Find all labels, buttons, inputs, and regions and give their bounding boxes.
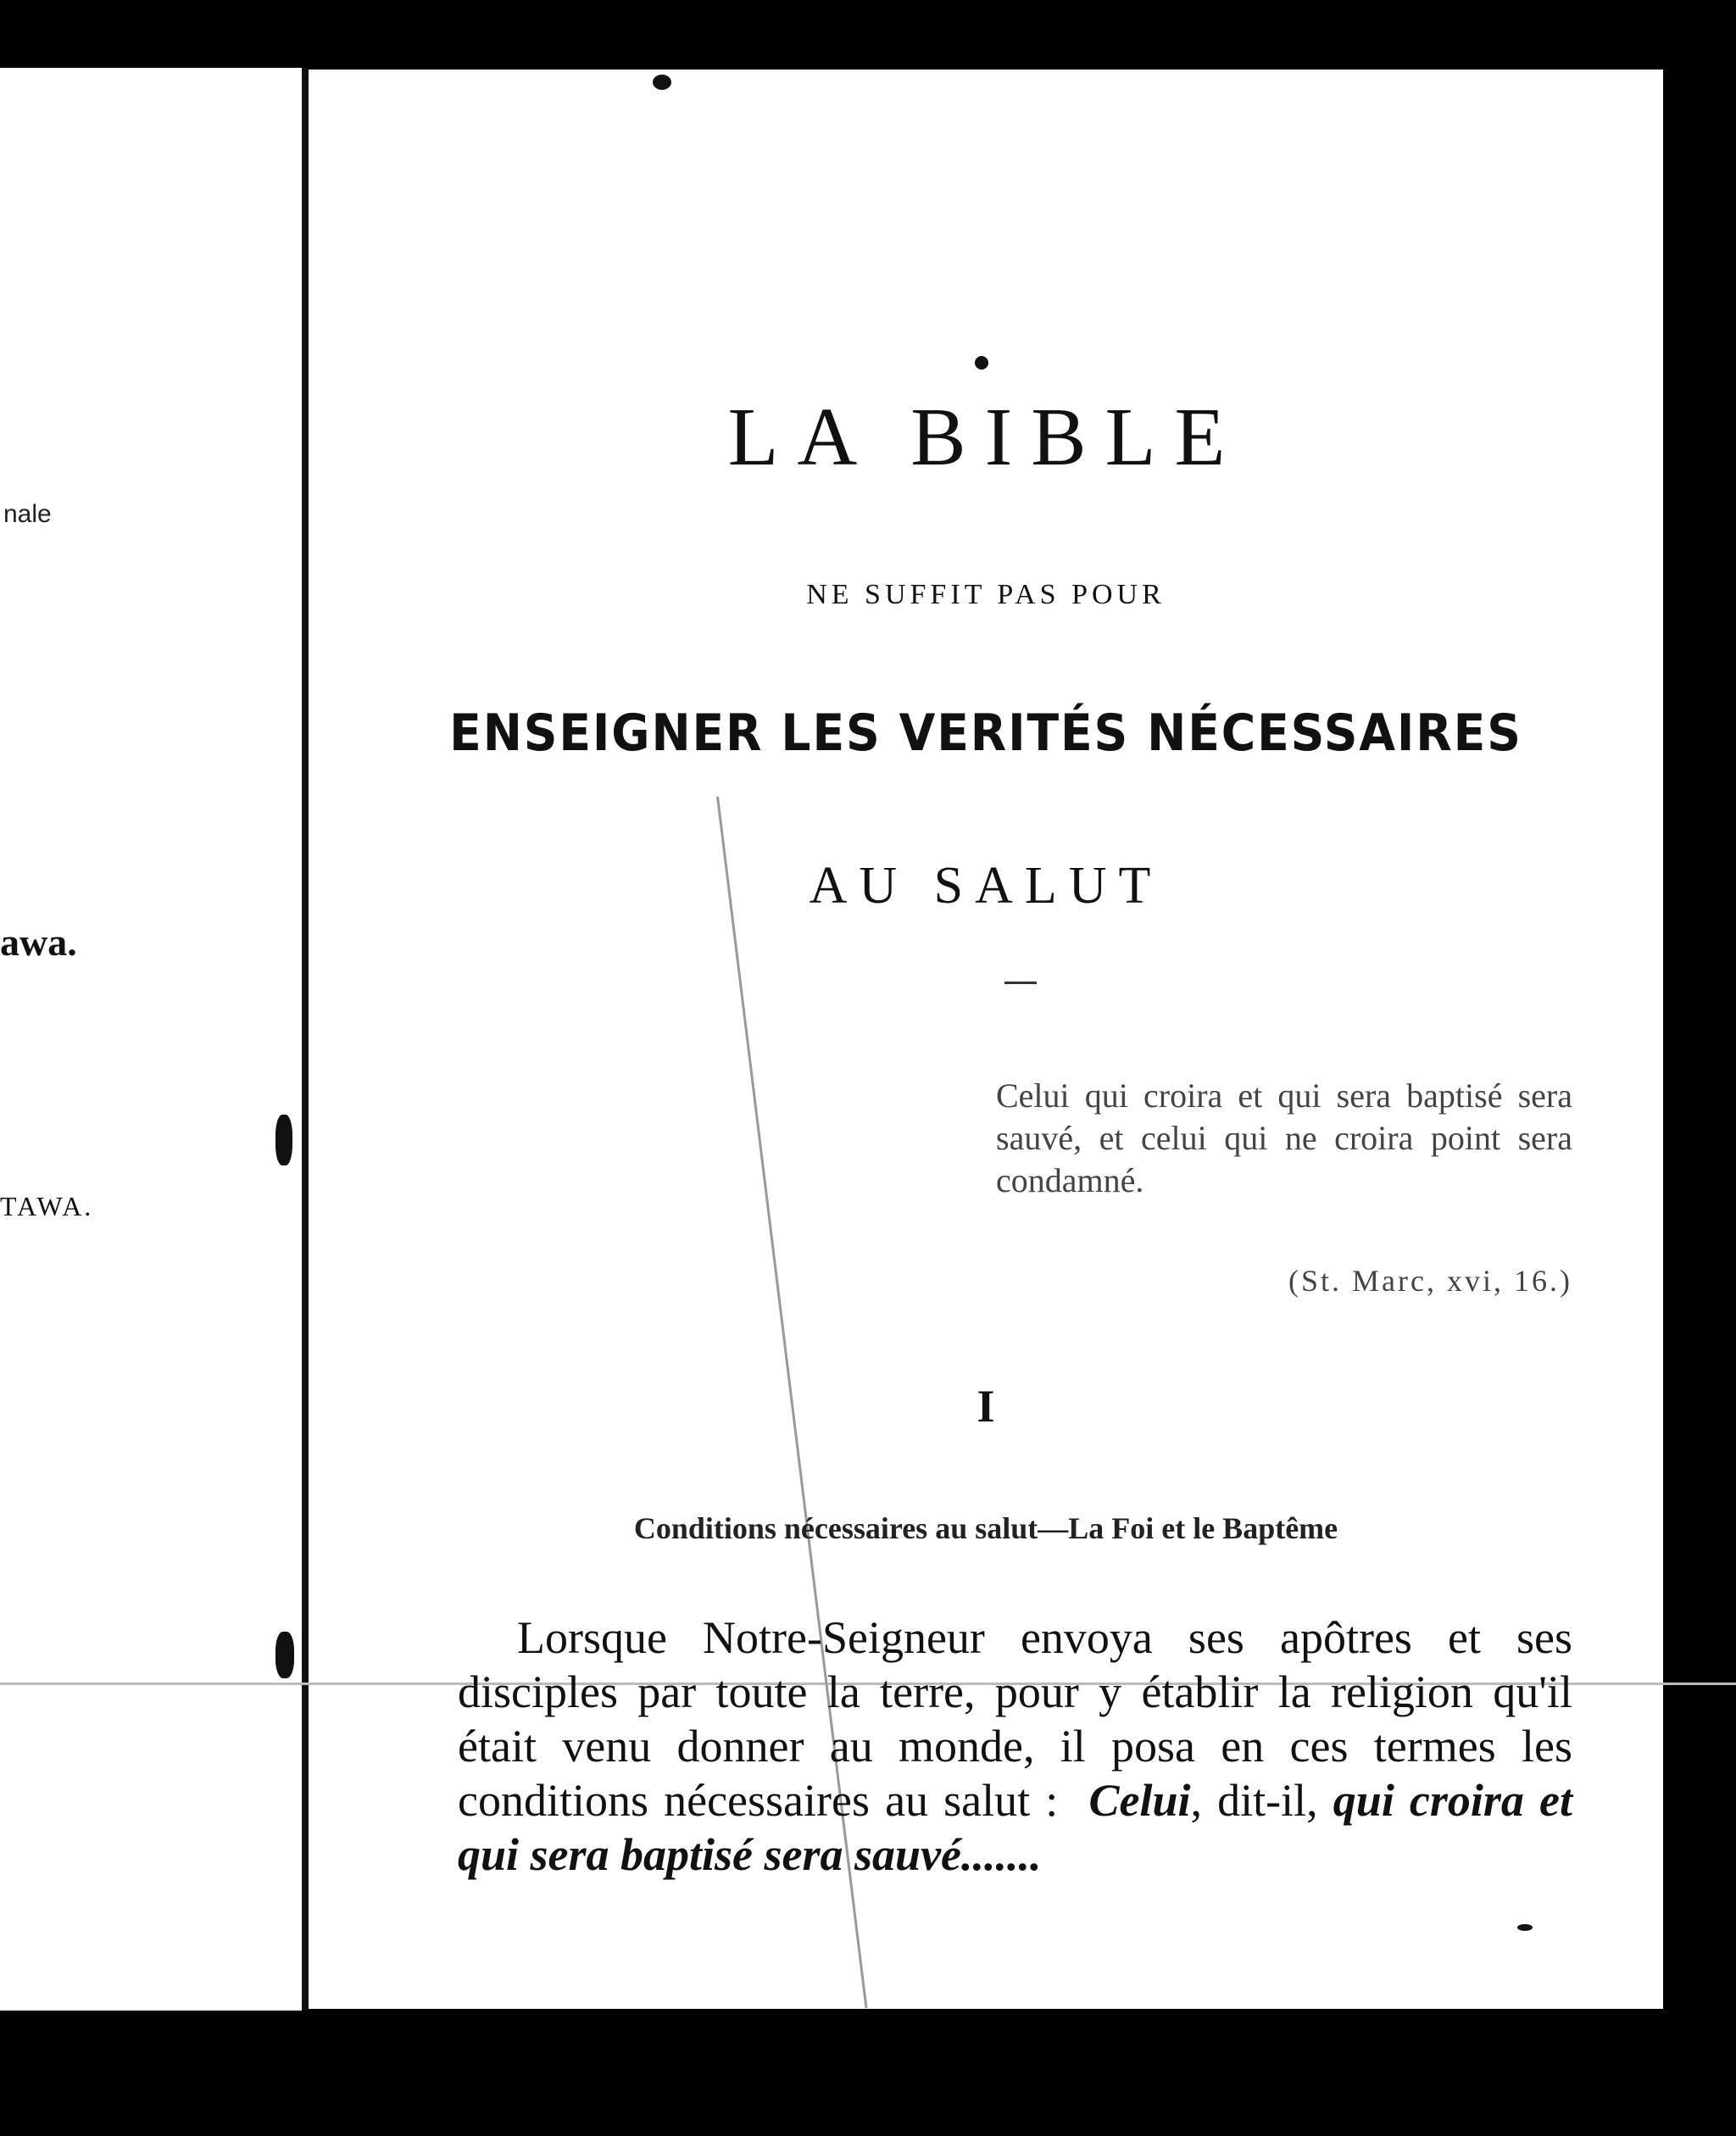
book-heading-2: AU SALUT (809, 857, 1163, 915)
body-paragraph (458, 1610, 1572, 1882)
book-heading: ENSEIGNER LES VERITÉS NÉCESSAIRES (449, 704, 1522, 763)
italic-quote: qui croira et qui sera baptisé sera sauvé....... (458, 1775, 1573, 1880)
bottom-scan-border (0, 2011, 1736, 2136)
ink-speck (1517, 1924, 1533, 1931)
epigraph-citation: (St. Marc, xvi, 16.) (1288, 1264, 1572, 1298)
left-page-fragment: TAWA. (0, 1191, 94, 1221)
book-subtitle: NE SUFFIT PAS POUR (806, 579, 1166, 610)
ink-speck (275, 1115, 292, 1165)
left-page-fragment: nale (3, 500, 52, 528)
divider-dash (1004, 982, 1037, 984)
page-gutter (302, 68, 309, 2011)
ink-speck (653, 75, 671, 90)
section-title: Conditions nécessaires au salut—La Foi et le Baptême (633, 1511, 1338, 1545)
ink-speck (275, 1632, 294, 1678)
italic-quote: Celui (1088, 1775, 1191, 1826)
left-page-fragment: awa. (0, 921, 77, 964)
right-edge-shadow (1663, 68, 1736, 2017)
book-title: LA BIBLE (727, 392, 1244, 483)
section-number: I (976, 1381, 995, 1432)
paragraph-connector: , dit-il, (1190, 1775, 1318, 1826)
left-page (0, 68, 302, 2011)
ink-speck (975, 356, 988, 370)
epigraph-quote: Celui qui croira et qui sera baptisé sera sauvé, et celui qui ne croira point sera condamné. (996, 1076, 1572, 1199)
paragraph-text: Lorsque Notre-Seigneur envoya ses apôtres et ses disciples par toute la terre, pour y établir la religion qu'il était venu donner au monde, il posa en ces termes les conditions nécessaires au salut : (458, 1612, 1572, 1826)
